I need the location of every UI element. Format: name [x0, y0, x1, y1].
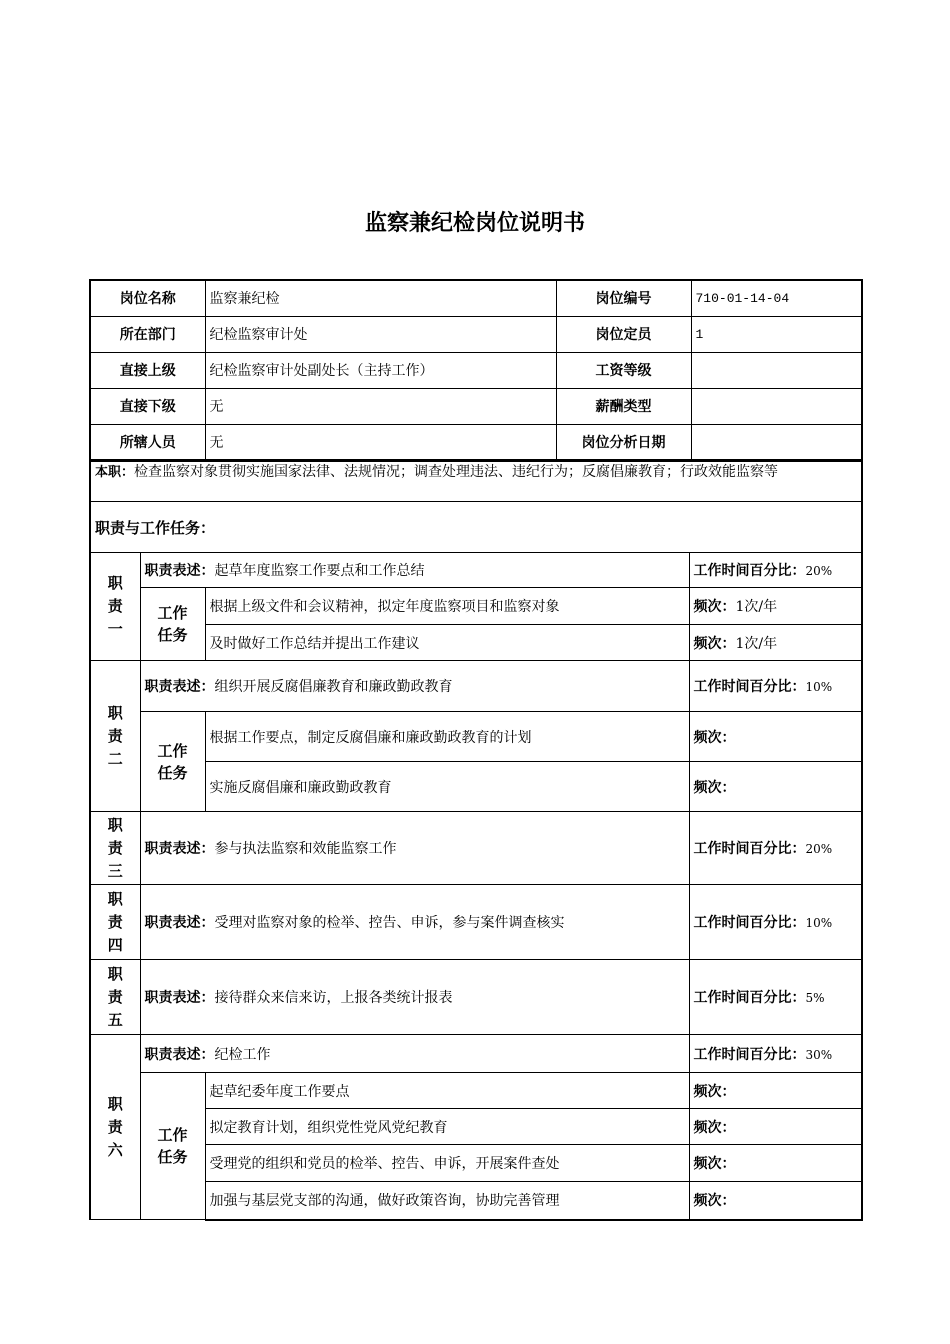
pay-value: [691, 388, 862, 424]
summary-table: [89, 461, 863, 553]
duty-2-task-2: 实施反腐倡廉和廉政勤政教育: [205, 762, 689, 812]
duty-5-desc: 接待群众来信来访，上报各类统计报表: [214, 990, 453, 1006]
duty-1-freq-2-label: 频次：: [693, 635, 736, 652]
duty-6-task-1: 起草纪委年度工作要点: [205, 1073, 689, 1109]
duty-2-desc: 组织开展反腐倡廉教育和廉政勤政教育: [214, 679, 453, 695]
summary-cell: [90, 462, 862, 502]
duty-2-pct-label: 工作时间百分比：: [693, 679, 806, 695]
duty-6-task-label: 工作 任务: [140, 1073, 205, 1220]
superior-value: 纪检监察审计处副处长（主持工作）: [205, 352, 556, 388]
duty-1-pct: 20%: [805, 564, 833, 578]
grade-label: 工资等级: [556, 352, 691, 388]
duty-1-freq-1-label: 频次：: [693, 599, 736, 615]
duty-3-pct: 20%: [805, 842, 833, 856]
duty-3-desc-label: 职责表述：: [144, 841, 215, 857]
duty-4-desc: 受理对监察对象的检举、控告、申诉，参与案件调查核实: [214, 915, 565, 931]
grade-value: [691, 352, 862, 388]
quota-label: 岗位定员: [556, 316, 691, 352]
duty-1-desc-label: 职责表述：: [144, 563, 215, 579]
duty-6-pct-label: 工作时间百分比：: [693, 1046, 806, 1063]
duty-6-task-3: 受理党的组织和党员的检举、控告、申诉，开展案件查处: [205, 1145, 689, 1182]
duty-4-pct: 10%: [805, 916, 833, 930]
duty-4-name: 职 责 四: [90, 885, 140, 960]
duty-2-task-1: 根据工作要点，制定反腐倡廉和廉政勤政教育的计划: [205, 712, 689, 762]
duty-6-desc: 纪检工作: [214, 1046, 271, 1063]
duty-6-task-2: 拟定教育计划，组织党性党风党纪教育: [205, 1109, 689, 1145]
document-title: 监察兼纪检岗位说明书: [364, 211, 585, 236]
date-value: [691, 424, 862, 460]
duty-5-pct-label: 工作时间百分比：: [693, 990, 806, 1006]
duty-1-desc: 起草年度监察工作要点和工作总结: [214, 563, 425, 579]
summary-label: 本职：: [95, 465, 135, 480]
duty-1-task-label: 工作 任务: [140, 588, 205, 661]
duty-5-name: 职 责 五: [90, 960, 140, 1035]
duty-6-task-4: 加强与基层党支部的沟通，做好政策咨询，协助完善管理: [205, 1182, 689, 1220]
duty-1-freq-2: 1次/年: [735, 635, 778, 652]
duty-1-name: 职 责 一: [90, 553, 140, 661]
duties-heading: 职责与工作任务：: [90, 502, 862, 553]
date-label: 岗位分析日期: [556, 424, 691, 460]
duty-6-freq-1-label: 频次：: [693, 1083, 736, 1100]
duty-6-freq-4-label: 频次：: [693, 1193, 736, 1210]
duty-1-freq-1: 1次/年: [735, 599, 778, 615]
duty-5-desc-label: 职责表述：: [144, 990, 215, 1006]
duty-1-task-2: 及时做好工作总结并提出工作建议: [205, 625, 689, 661]
duty-6-freq-2-label: 频次：: [693, 1119, 736, 1136]
duty-1-pct-label: 工作时间百分比：: [693, 563, 806, 579]
dept-value: 纪检监察审计处: [205, 316, 556, 352]
duty-3-pct-label: 工作时间百分比：: [693, 841, 806, 857]
duty-2-task-label: 工作 任务: [140, 712, 205, 812]
duty-2-pct: 10%: [805, 680, 833, 694]
post-no-label: 岗位编号: [556, 280, 691, 316]
staff-label: 所辖人员: [90, 424, 205, 460]
duty-5-pct: 5%: [805, 991, 825, 1005]
staff-value: 无: [205, 424, 556, 460]
duty-2-freq-2-label: 频次：: [693, 779, 736, 796]
post-no-value: 710-01-14-04: [691, 280, 862, 316]
duty-1-task-1: 根据上级文件和会议精神，拟定年度监察项目和监察对象: [205, 588, 689, 625]
duty-4-pct-label: 工作时间百分比：: [693, 915, 806, 931]
duty-3-name: 职 责 三: [90, 812, 140, 885]
pay-label: 薪酬类型: [556, 388, 691, 424]
duty-2-name: 职 责 二: [90, 661, 140, 812]
summary-text: 检查监察对象贯彻实施国家法律、法规情况；调查处理违法、违纪行为；反腐倡廉教育；行政效能监察等: [134, 464, 779, 480]
subordinate-value: 无: [205, 388, 556, 424]
duties-table: [89, 552, 863, 1221]
subordinate-label: 直接下级: [90, 388, 205, 424]
duty-4-desc-label: 职责表述：: [144, 915, 215, 931]
duty-6-freq-3-label: 频次：: [693, 1156, 736, 1172]
duty-2-freq-1-label: 频次：: [693, 729, 736, 746]
quota-value: 1: [691, 316, 862, 352]
post-info-table: [89, 279, 863, 461]
duty-6-pct: 30%: [805, 1047, 833, 1062]
duty-2-desc-label: 职责表述：: [144, 679, 215, 695]
duty-3-desc: 参与执法监察和效能监察工作: [214, 841, 397, 857]
post-name-value: 监察兼纪检: [205, 280, 556, 316]
dept-label: 所在部门: [90, 316, 205, 352]
post-name-label: 岗位名称: [90, 280, 205, 316]
superior-label: 直接上级: [90, 352, 205, 388]
duty-6-desc-label: 职责表述：: [144, 1046, 215, 1063]
duty-6-name: 职 责 六: [90, 1035, 140, 1220]
